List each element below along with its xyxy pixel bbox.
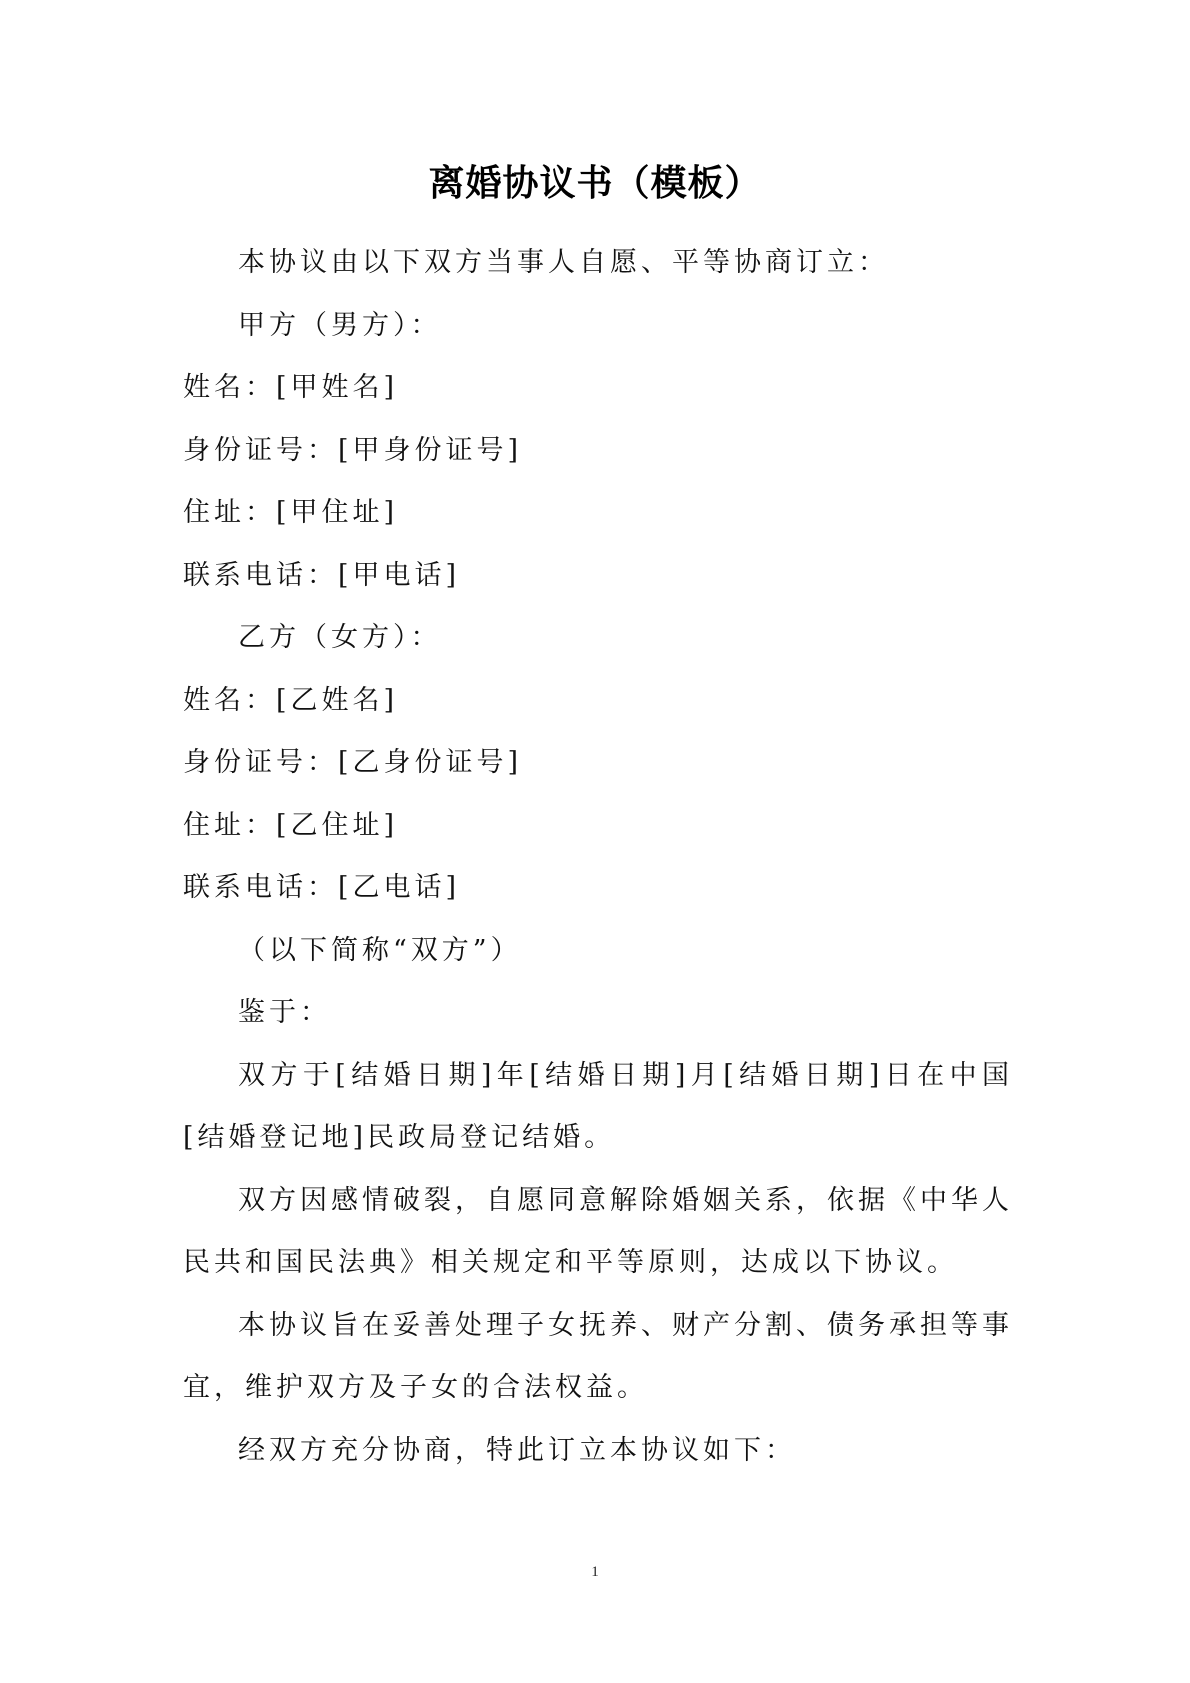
paragraph-marriage-registration: 双方于[结婚日期]年[结婚日期]月[结婚日期]日在中国[结婚登记地]民政局登记结婚。 xyxy=(183,1059,1013,1153)
page-number: 1 xyxy=(591,1564,599,1580)
parties-abbreviation: （以下简称“双方”） xyxy=(238,934,522,966)
party-b-phone: 联系电话：[乙电话] xyxy=(183,872,461,903)
document-title: 离婚协议书（模板） xyxy=(428,163,762,204)
party-a-address: 住址：[甲住址] xyxy=(183,497,399,528)
party-a-phone: 联系电话：[甲电话] xyxy=(183,559,461,591)
party-b-name: 姓名：[乙姓名] xyxy=(183,684,399,716)
party-a-name: 姓名：[甲姓名] xyxy=(183,372,399,403)
party-b-address: 住址：[乙住址] xyxy=(183,809,399,841)
party-a-id-number: 身份证号：[甲身份证号] xyxy=(183,434,523,466)
paragraph-divorce-basis: 双方因感情破裂，自愿同意解除婚姻关系，依据《中华人民共和国民法典》相关规定和平等原则，达成以下协议。 xyxy=(183,1184,1013,1278)
party-a-heading: 甲方（男方）： xyxy=(238,309,442,341)
paragraph-purpose: 本协议旨在妥善处理子女抚养、财产分割、债务承担等事宜，维护双方及子女的合法权益。 xyxy=(183,1309,1013,1403)
paragraph-agreement-lead: 经双方充分协商，特此订立本协议如下： xyxy=(238,1434,796,1466)
party-b-heading: 乙方（女方）： xyxy=(238,622,442,653)
paragraph-intro: 本协议由以下双方当事人自愿、平等协商订立： xyxy=(238,247,889,278)
document-body xyxy=(183,232,1013,1482)
party-b-id-number: 身份证号：[乙身份证号] xyxy=(183,747,523,778)
whereas-heading: 鉴于： xyxy=(238,997,331,1028)
